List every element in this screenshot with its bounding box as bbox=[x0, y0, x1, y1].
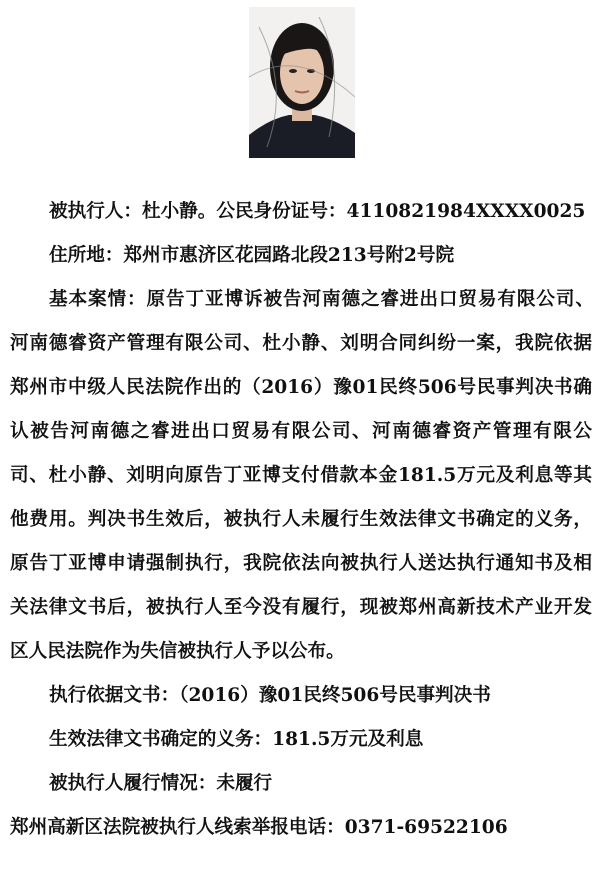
case-line: 司、杜小静、刘明向原告丁亚博支付借款本金181.5万元及利息等其 bbox=[10, 465, 592, 486]
case-line: 关法律文书后，被执行人至今没有履行，现被郑州高新技术产业开发 bbox=[10, 597, 592, 618]
case-line: 认被告河南德之睿进出口贸易有限公司、河南德睿资产管理有限公 bbox=[10, 421, 592, 442]
case-line: 河南德睿资产管理有限公司、杜小静、刘明合同纠纷一案，我院依据 bbox=[10, 333, 592, 354]
address-line: 住所地：郑州市惠济区花园路北段213号附2号院 bbox=[49, 245, 455, 266]
case-line: 基本案情：原告丁亚博诉被告河南德之睿进出口贸易有限公司、 bbox=[49, 289, 594, 310]
respondent-line: 被执行人：杜小静。公民身份证号：4110821984XXXX0025 bbox=[49, 201, 586, 222]
person-photo bbox=[249, 7, 355, 158]
case-line: 他费用。判决书生效后，被执行人未履行生效法律文书确定的义务， bbox=[10, 509, 592, 530]
case-line: 郑州市中级人民法院作出的（2016）豫01民终506号民事判决书确 bbox=[10, 377, 592, 398]
case-line: 原告丁亚博申请强制执行，我院依法向被执行人送达执行通知书及相 bbox=[10, 553, 592, 574]
hotline-line: 郑州高新区法院被执行人线索举报电话：0371-69522106 bbox=[10, 817, 508, 838]
case-line: 区人民法院作为失信被执行人予以公布。 bbox=[10, 641, 345, 662]
obligation-line: 生效法律文书确定的义务：181.5万元及利息 bbox=[49, 729, 424, 750]
performance-line: 被执行人履行情况：未履行 bbox=[49, 773, 273, 794]
basis-line: 执行依据文书：（2016）豫01民终506号民事判决书 bbox=[49, 685, 491, 706]
